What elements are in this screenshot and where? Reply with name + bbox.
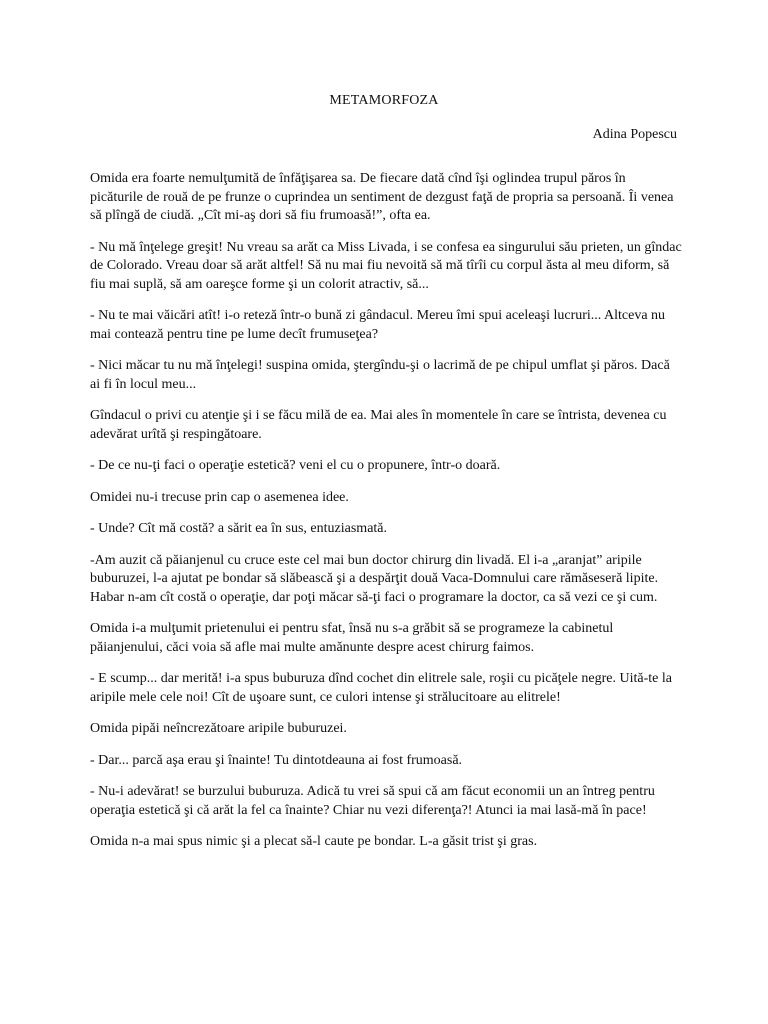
- paragraph: Omida pipăi neîncrezătoare aripile buburuzei.: [90, 721, 347, 736]
- paragraph: -Am auzit că păianjenul cu cruce este cel mai bun doctor chirurg din livadă. El i-a „aranjat” aripile buburuzei, l-a ajutat pe bondar să slăbească şi a despărţit două Vaca-Domnului care rămăseseră lipite. Habar n-am cît costă o operaţie, dar poţi măcar să-ţi faci o programare la doctor, ca să vezi ce şi cum.: [90, 552, 659, 605]
- paragraph: - Nu-i adevărat! se burzului buburuza. Adică tu vrei să spui că am făcut economii un an întreg pentru operaţia estetică şi că arăt la fel ca înainte? Chiar nu vezi diferenţa?! Atunci ia mai lasă-mă în pace!: [90, 784, 655, 818]
- paragraph: - De ce nu-ţi faci o operaţie estetică? veni el cu o propunere, într-o doară.: [90, 458, 501, 473]
- paragraph: - Unde? Cît mă costă? a sărit ea în sus, entuziasmată.: [90, 521, 388, 536]
- paragraph: Omidei nu-i trecuse prin cap o asemenea idee.: [90, 489, 349, 505]
- paragraph: Omida n-a mai spus nimic şi a plecat să-l caute pe bondar. L-a găsit trist şi gras.: [90, 834, 538, 849]
- paragraph: - Nu te mai văicări atît! i-o reteză într-o bună zi gândacul. Mereu îmi spui aceleaşi lucruri... Altceva nu mai contează pentru tine pe lume decît frumuseţea?: [90, 308, 666, 342]
- document-author: Adina Popescu: [592, 127, 677, 142]
- document-body: [90, 170, 682, 865]
- paragraph: Omida era foarte nemulţumită de înfăţişarea sa. De fiecare dată cînd îşi oglindea trupul păros în picăturile de rouă de pe frunze o cuprindea un sentiment de dezgust faţă de propria sa persoană. Îi venea să plîngă de ciudă. „Cît mi-aş dori să fiu frumoasă!”, ofta ea.: [90, 171, 674, 223]
- paragraph: Gîndacul o privi cu atenţie şi i se făcu milă de ea. Mai ales în momentele în care se întrista, devenea cu adevărat urîtă şi respingătoare.: [90, 408, 667, 442]
- paragraph: - Nici măcar tu nu mă înţelegi! suspina omida, ştergîndu-şi o lacrimă de pe chipul umflat şi păros. Dacă ai fi în locul meu...: [90, 358, 670, 392]
- document-title: METAMORFOZA: [329, 93, 439, 108]
- paragraph: - E scump... dar merită! i-a spus buburuza dînd cochet din elitrele sale, roşii cu picăţele negre. Uită-te la aripile mele cele noi! Cît de uşoare sunt, ce culori intense şi strălucitoare au elitrele!: [90, 671, 672, 705]
- paragraph: - Nu mă înţelege greşit! Nu vreau sa arăt ca Miss Livada, i se confesa ea singurului său prieten, un gîndac de Colorado. Vreau doar să arăt altfel! Să nu mai fiu nevoită să mă tîrîi cu corpul ăsta al meu diform, să fiu mai suplă, să am oareşce forme şi un colorit atractiv, să...: [90, 239, 682, 292]
- paragraph: Omida i-a mulţumit prietenului ei pentru sfat, însă nu s-a grăbit să se programeze la cabinetul păianjenului, căci voia să afle mai multe amănunte despre acest chirurg faimos.: [90, 621, 614, 655]
- paragraph: - Dar... parcă aşa erau şi înainte! Tu dintotdeauna ai fost frumoasă.: [90, 752, 463, 768]
